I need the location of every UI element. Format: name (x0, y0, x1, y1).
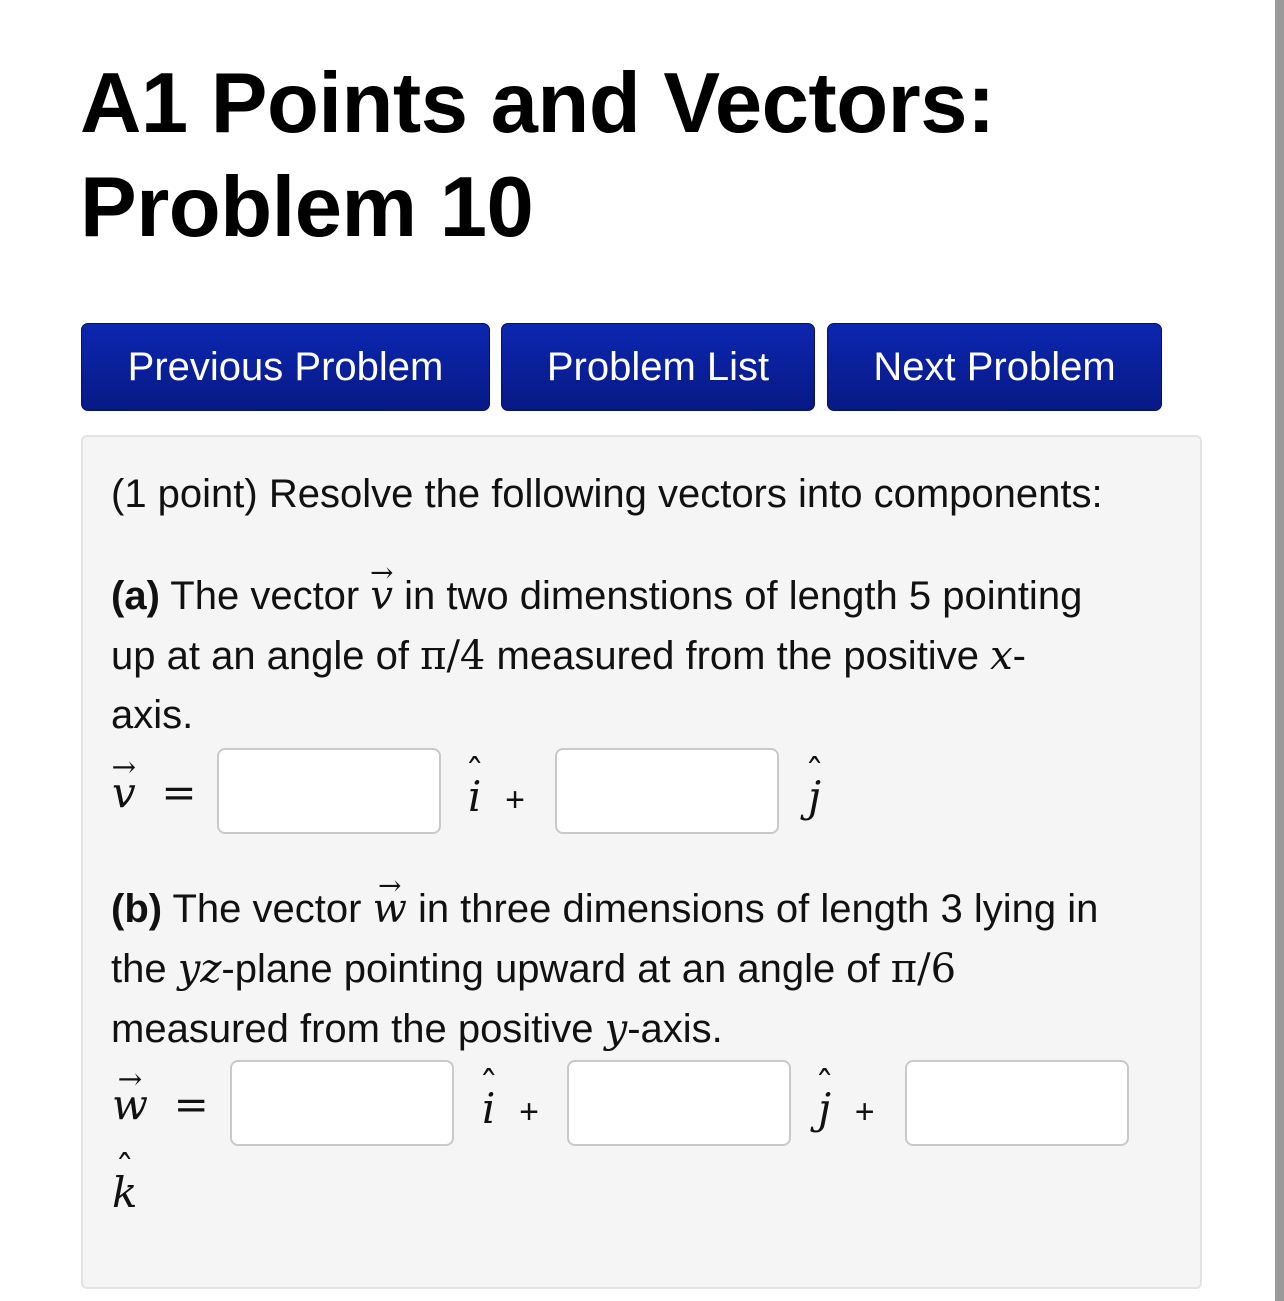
vector-w-symbol: → w (373, 886, 407, 932)
yz-plane-symbol: yz (177, 946, 222, 992)
unit-j-hat-icon: ˆ j (808, 772, 821, 821)
part-b-i-component-input[interactable] (230, 1060, 454, 1146)
plus-sign: + (854, 1093, 875, 1131)
vector-w-symbol: → w (112, 1080, 148, 1129)
part-b-i-term (482, 1084, 539, 1133)
equals-sign: = (161, 768, 197, 817)
plus-sign: + (519, 1093, 539, 1131)
part-a-text: up at an angle of (111, 634, 410, 678)
problem-panel (81, 435, 1202, 1289)
part-b-text: -plane pointing upward at an angle of (221, 947, 880, 991)
part-a-text: - (1012, 634, 1026, 678)
vector-v-symbol: → v (370, 573, 393, 619)
part-a-line-3: axis. (111, 693, 194, 737)
x-axis-symbol: x (990, 633, 1013, 679)
part-a-line-1 (111, 573, 1082, 619)
part-a-text: in two dimenstions of length 5 pointing (404, 574, 1083, 618)
part-a-j-component-input[interactable] (555, 748, 779, 834)
angle-pi-over-6: π/6 (890, 946, 957, 992)
part-b-line-3 (111, 1006, 723, 1052)
scrollbar-edge (1275, 0, 1284, 1301)
previous-problem-button[interactable]: Previous Problem (81, 323, 490, 411)
part-a-j-term (808, 772, 821, 821)
plus-sign: + (505, 781, 525, 819)
part-b-text: measured from the positive (111, 1007, 594, 1051)
part-b-text: -axis. (627, 1007, 723, 1051)
part-a-text: The vector (170, 574, 360, 618)
vector-v-symbol: → v (112, 768, 136, 817)
angle-pi-over-4: π/4 (420, 633, 486, 679)
part-b-text: in three dimensions of length 3 lying in (417, 887, 1099, 931)
unit-i-hat-icon: ˆ i (468, 772, 481, 821)
unit-i-hat-icon: ˆ i (482, 1084, 495, 1133)
part-b-line-1 (111, 886, 1098, 932)
equals-sign: = (173, 1080, 209, 1129)
part-a-i-component-input[interactable] (217, 748, 441, 834)
next-problem-button[interactable]: Next Problem (827, 323, 1162, 411)
unit-k-hat-icon: ˆ k (112, 1168, 137, 1217)
problem-intro: (1 point) Resolve the following vectors into components: (111, 472, 1103, 516)
part-b-j-term (818, 1084, 875, 1133)
part-b-text: The vector (172, 887, 362, 931)
part-a-lhs (112, 768, 197, 817)
part-a-label: (a) (111, 574, 160, 618)
problem-list-button[interactable]: Problem List (501, 323, 815, 411)
part-a-text: measured from the positive (496, 634, 979, 678)
unit-j-hat-icon: ˆ j (818, 1084, 831, 1133)
page-title: A1 Points and Vectors: Problem 10 (80, 56, 995, 255)
part-b-lhs (112, 1080, 209, 1129)
part-b-j-component-input[interactable] (567, 1060, 791, 1146)
part-b-label: (b) (111, 887, 163, 931)
part-a-line-2 (111, 633, 1026, 679)
part-b-line-2 (111, 946, 956, 992)
part-b-k-component-input[interactable] (905, 1060, 1129, 1146)
part-b-text: the (111, 947, 167, 991)
y-axis-symbol: y (604, 1006, 628, 1052)
part-b-k-term (112, 1168, 137, 1217)
part-a-i-term (468, 772, 525, 821)
